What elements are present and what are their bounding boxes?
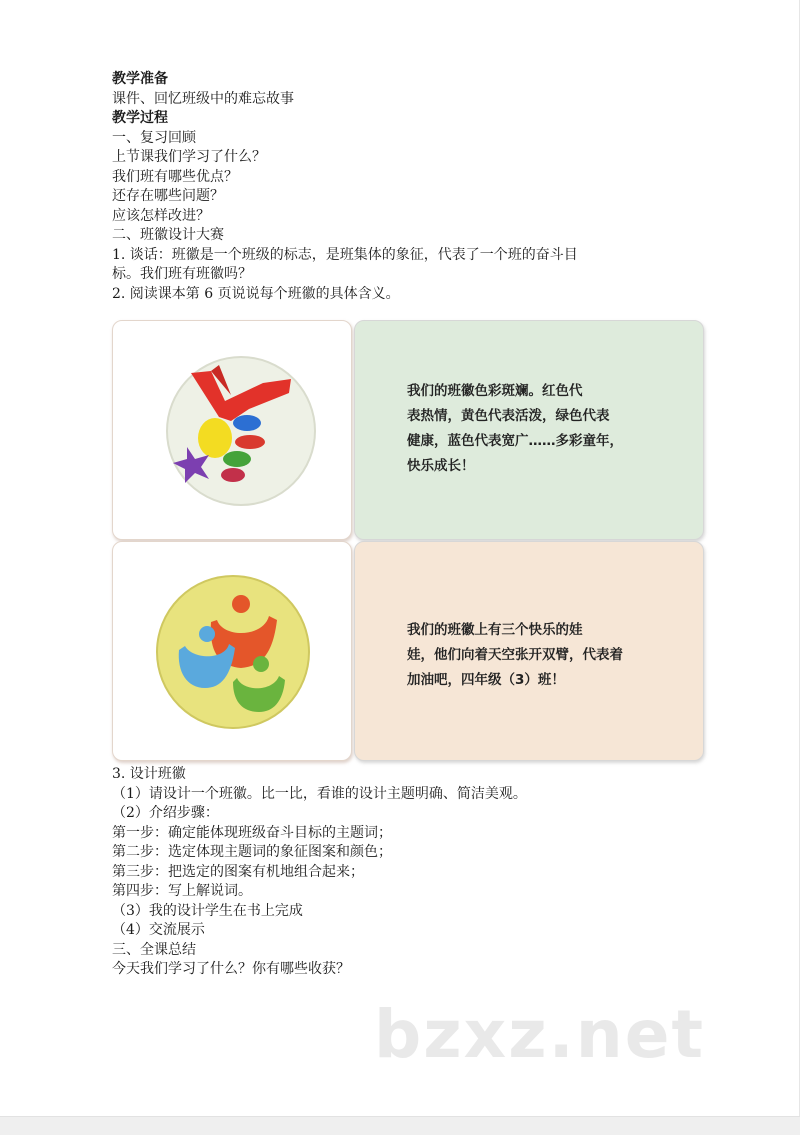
paragraph: 1. 谈话：班徽是一个班级的标志，是班集体的象征，代表了一个班的奋斗目 bbox=[112, 246, 578, 263]
paragraph: 三、全课总结 bbox=[112, 941, 196, 958]
watermark: bzxz.net bbox=[374, 996, 706, 1073]
description-line: 加油吧，四年级（3）班！ bbox=[407, 672, 565, 688]
badge-figure-2 bbox=[112, 541, 704, 761]
document-body bbox=[112, 70, 712, 304]
paragraph: 第四步：写上解说词。 bbox=[112, 883, 252, 899]
paragraph: 我们班有哪些优点？ bbox=[112, 168, 238, 185]
badge-description bbox=[407, 379, 667, 479]
paragraph: 2. 阅读课本第 6 页说说每个班徽的具体含义。 bbox=[112, 285, 400, 302]
description-line: 表热情，黄色代表活泼，绿色代表 bbox=[407, 408, 610, 424]
description-line: 快乐成长！ bbox=[407, 458, 475, 474]
badge-figure-1 bbox=[112, 320, 704, 540]
section-title-preparation: 教学准备 bbox=[112, 71, 168, 87]
paragraph: （4）交流展示 bbox=[112, 922, 205, 938]
paragraph: 一、复习回顾 bbox=[112, 129, 196, 146]
description-line: 健康，蓝色代表宽广……多彩童年， bbox=[407, 433, 623, 449]
badge-description-card bbox=[354, 320, 704, 540]
description-line: 我们的班徽色彩斑斓。红色代 bbox=[407, 383, 583, 399]
page-bottom-edge bbox=[0, 1116, 800, 1135]
paragraph: （3）我的设计学生在书上完成 bbox=[112, 902, 303, 919]
paragraph: 还存在哪些问题？ bbox=[112, 188, 224, 204]
section-title-process: 教学过程 bbox=[112, 110, 168, 126]
description-line: 娃，他们向着天空张开双臂，代表着 bbox=[407, 647, 623, 663]
document-body-continued bbox=[112, 765, 712, 980]
badge-image-card bbox=[112, 320, 352, 540]
description-line: 我们的班徽上有三个快乐的娃 bbox=[407, 622, 583, 638]
paragraph: 今天我们学习了什么？你有哪些收获？ bbox=[112, 961, 350, 977]
paragraph: 第三步：把选定的图案有机地组合起来； bbox=[112, 863, 364, 880]
paragraph: 课件、回忆班级中的难忘故事 bbox=[112, 90, 294, 107]
paragraph: 第二步：选定体现主题词的象征图案和颜色； bbox=[112, 844, 392, 860]
paragraph: 3. 设计班徽 bbox=[112, 766, 186, 782]
paragraph: 上节课我们学习了什么？ bbox=[112, 149, 266, 165]
badge-description-card bbox=[354, 541, 704, 761]
badge-description bbox=[407, 618, 667, 693]
paragraph: （2）介绍步骤： bbox=[112, 805, 219, 821]
paragraph: 第一步：确定能体现班级奋斗目标的主题词； bbox=[112, 824, 392, 841]
class-badge-rainbow-icon bbox=[113, 321, 351, 539]
badge-image-card bbox=[112, 541, 352, 761]
paragraph: （1）请设计一个班徽。比一比，看谁的设计主题明确、简洁美观。 bbox=[112, 785, 527, 802]
paragraph: 应该怎样改进？ bbox=[112, 207, 210, 224]
paragraph: 二、班徽设计大赛 bbox=[112, 227, 224, 243]
paragraph: 标。我们班有班徽吗？ bbox=[112, 266, 252, 282]
class-badge-children-icon bbox=[113, 542, 351, 760]
